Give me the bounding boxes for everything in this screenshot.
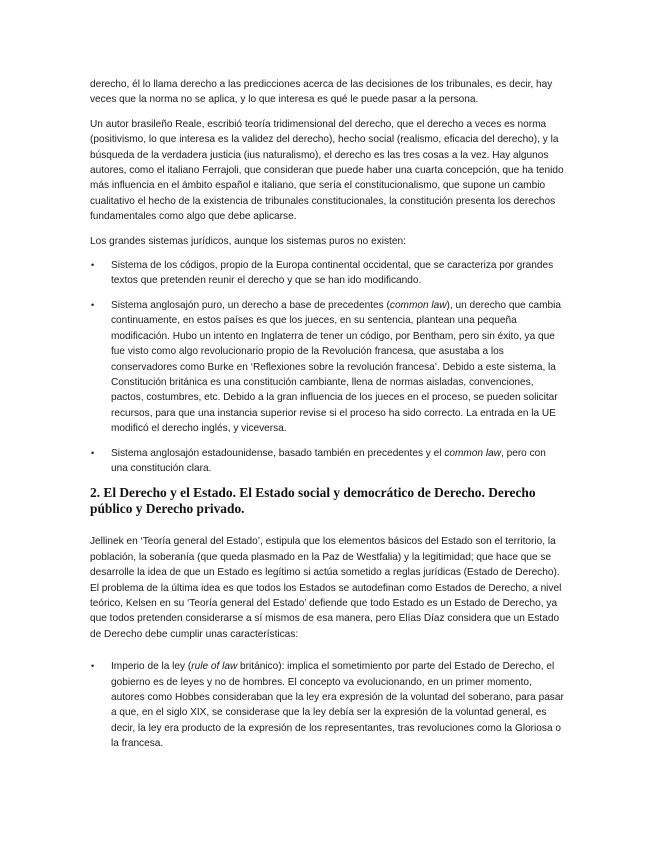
list-item-emphasis: common law	[444, 447, 501, 459]
list-item-emphasis: rule of law	[191, 661, 238, 673]
list-item-us-system	[90, 446, 565, 477]
paragraph-jellinek: Jellinek en ‘Teoría general del Estado’, estipula que los elementos básicos del Estado son el territorio, la población, la soberanía (que queda plasmado en la Paz de Westfalia) y la legitimidad; que hace que se desarrolle la idea de que un Estado es legítimo si actúa sometido a reglas jurídicas (Estado de Derecho). El problema de la última idea es que todos los Estados se autodefinan como Estados de Derecho, a nivel teórico, Kelsen en su ‘Teoría general del Estado’ defiende que todo Estado es un Estado de Derecho, ya que todos pretenden considerarse a sí mismos de esa manera, pero Elías Díaz considera que un Estado de Derecho debe cumplir unas características:	[90, 536, 562, 640]
list-item-civil-law	[90, 258, 565, 289]
bullet-icon: •	[91, 299, 95, 310]
list-item-text-pre: Sistema anglosajón estadounidense, basado también en precedentes y el	[111, 447, 445, 459]
list-item-emphasis: common law	[389, 299, 447, 311]
list-item-text-post: ), un derecho que cambia continuamente, en estos países es que los jueces, en su sentencia, plantean una pequeña modificación. Hubo un intento en Inglaterra de tener un código, por Bentham, pero sin éxito, ya que fue visto como algo revolucionario propio de la Revolución francesa, que asustaba a los conservadores como Burke en ‘Reflexiones sobre la revolución francesa’. Debido a este sistema, la Constitución británica es una constitución cambiante, llena de normas aisladas, convenciones, pactos, costumbres, etc. Debido a la gran influencia de los jueces en el proceso, se pueden solicitar recursos, para que una instancia superior revise si el proceso ha sido correcto. La entrada en la UE modificó el derecho inglés, y viceversa.	[111, 299, 562, 435]
characteristics-list	[90, 659, 565, 751]
paragraph-realism-continuation: derecho, él lo llama derecho a las predicciones acerca de las decisiones de los tribunales, es decir, hay veces que la norma no se aplica, y lo que interesa es qué le puede pasar a la persona.	[90, 79, 553, 106]
section-heading: 2. El Derecho y el Estado. El Estado social y democrático de Derecho. Derecho público y Derecho privado.	[90, 485, 536, 516]
list-item-common-law	[90, 298, 565, 437]
list-item-text: Sistema de los códigos, propio de la Europa continental occidental, que se caracteriza por grandes textos que pretenden reunir el derecho y que se han ido modificando.	[111, 260, 554, 287]
bullet-icon: •	[91, 260, 95, 271]
bullet-icon: •	[91, 661, 95, 672]
list-item-text-post: , pero con una constitución clara.	[111, 447, 546, 474]
list-item-text-pre: Sistema anglosajón puro, un derecho a base de precedentes (	[111, 299, 390, 311]
legal-systems-list	[90, 258, 565, 476]
list-item-text-post: británico): implica el sometimiento por parte del Estado de Derecho, el gobierno es de leyes y no de hombres. El concepto va evolucionando, en un primer momento, autores como Hobbes consideraban que la ley era expresión de la voluntad del soberano, para pasar a que, en el siglo XIX, se considerase que la ley debía ser la expresión de la voluntad general, es decir, la ley era producto de la expresión de los representantes, tras revoluciones como la Gloriosa o la francesa.	[111, 661, 564, 750]
list-item-text-pre: Imperio de la ley (	[111, 661, 192, 673]
list-item-rule-of-law	[90, 659, 565, 751]
paragraph-legal-systems-intro: Los grandes sistemas jurídicos, aunque los sistemas puros no existen:	[90, 235, 406, 247]
paragraph-reale-ferrajoli: Un autor brasileño Reale, escribió teoría tridimensional del derecho, que el derecho a veces es norma (positivismo, lo que interesa es la validez del derecho), hecho social (realismo, eficacia del derecho), y la búsqueda de la verdadera justicia (ius naturalismo), el derecho es las tres cosas a la vez. Hay algunos autores, como el italiano Ferrajoli, que consideran que puede haber una cuarta concepción, que ha tenido más influencia en el ámbito español e italiano, que sería el constitucionalismo, que supone un cambio cualitativo el hecho de la existencia de tribunales constitucionales, la constitución presenta los derechos fundamentales como algo que debe aplicarse.	[90, 118, 564, 223]
bullet-icon: •	[91, 447, 95, 458]
